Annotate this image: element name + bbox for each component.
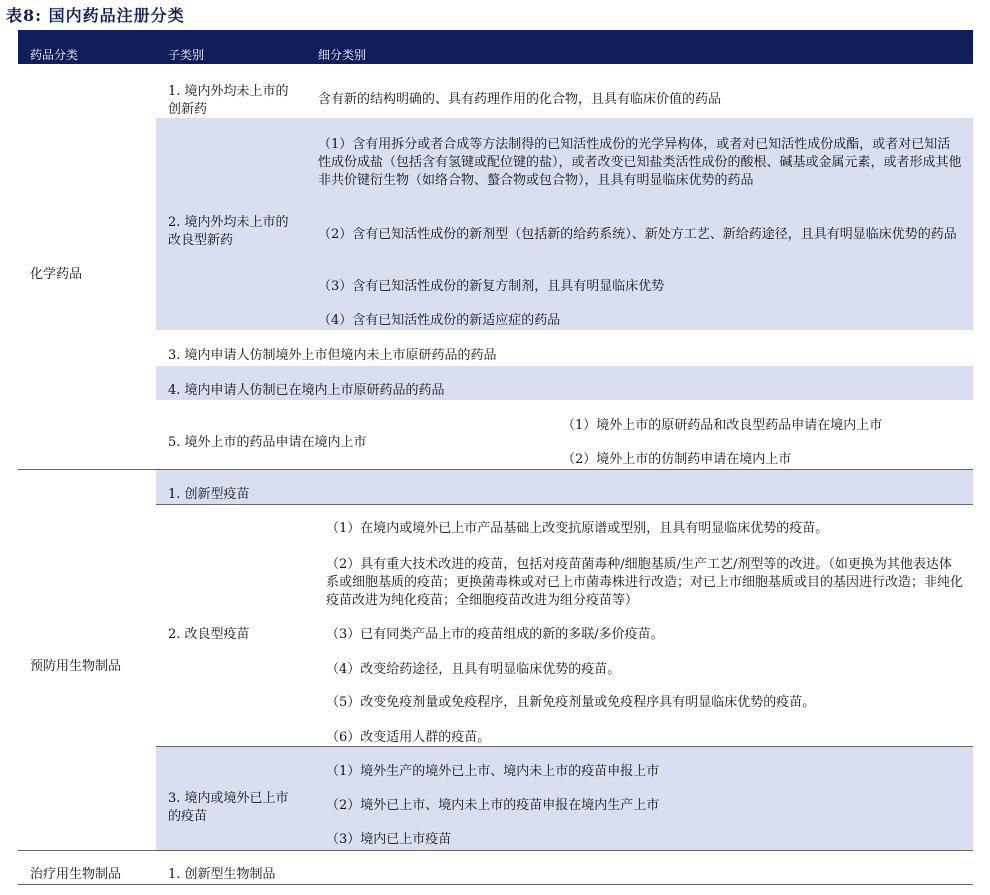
row-divider bbox=[156, 746, 973, 747]
subcategory-label: 5. 境外上市的药品申请在境内上市 bbox=[168, 435, 367, 450]
detail-text: （1）境外上市的原研药品和改良型药品申请在境内上市 bbox=[562, 418, 883, 433]
detail-text: （2）境外已上市、境内未上市的疫苗申报在境内生产上市 bbox=[326, 798, 660, 813]
subcategory-label: 1. 创新型生物制品 bbox=[168, 867, 276, 882]
detail-text: （2）含有已知活性成份的新剂型（包括新的给药系统）、新处方工艺、新给药途径，且具有明显临床优势的药品 bbox=[318, 227, 957, 242]
table-header bbox=[18, 30, 973, 64]
header-detail: 细分类别 bbox=[318, 48, 367, 62]
section-divider bbox=[18, 469, 973, 470]
table-title: 表8: 国内药品注册分类 bbox=[6, 6, 185, 25]
detail-text: （5）改变免疫剂量或免疫程序，且新免疫剂量或免疫程序具有明显临床优势的疫苗。 bbox=[326, 695, 816, 710]
category-chemical: 化学药品 bbox=[30, 267, 83, 282]
subcategory-label: 1. 创新型疫苗 bbox=[168, 487, 250, 502]
category-therapeutic: 治疗用生物制品 bbox=[30, 867, 122, 882]
row-band bbox=[156, 470, 973, 504]
detail-text: （3）已有同类产品上市的疫苗组成的新的多联/多价疫苗。 bbox=[326, 627, 664, 642]
subcategory-label: 2. 境内外均未上市的改良型新药 bbox=[168, 215, 289, 248]
detail-text: （4）改变给药途径，且具有明显临床优势的疫苗。 bbox=[326, 662, 621, 677]
detail-text: 含有新的结构明确的、具有药理作用的化合物，且具有临床价值的药品 bbox=[318, 92, 722, 107]
detail-text: （1）在境内或境外已上市产品基础上改变抗原谱或型别，且具有明显临床优势的疫苗。 bbox=[326, 521, 829, 536]
subcategory-label: 3. 境内申请人仿制境外上市但境内未上市原研药品的药品 bbox=[168, 348, 497, 363]
detail-text: （2）境外上市的仿制药申请在境内上市 bbox=[562, 452, 792, 467]
detail-text: （4）含有已知活性成份的新适应症的药品 bbox=[318, 313, 561, 328]
section-divider bbox=[18, 850, 973, 851]
header-category: 药品分类 bbox=[30, 48, 79, 62]
detail-text: （3）含有已知活性成份的新复方制剂，且具有明显临床优势 bbox=[318, 279, 665, 294]
header-subcategory: 子类别 bbox=[168, 48, 205, 62]
detail-text: （1）境外生产的境外已上市、境内未上市的疫苗申报上市 bbox=[326, 764, 660, 779]
subcategory-label: 1. 境内外均未上市的创新药 bbox=[168, 84, 289, 117]
detail-text: （3）境内已上市疫苗 bbox=[326, 832, 452, 847]
detail-text: （2）具有重大技术改进的疫苗，包括对疫苗菌毒种/细胞基质/生产工艺/剂型等的改进。（如更换为其他表达体系或细胞基质的疫苗；更换菌毒株或对已上市菌毒株进行改造；对已上市细胞基质或目的基因进行改造；非纯化疫苗改进为纯化疫苗；全细胞疫苗改进为组分疫苗等） bbox=[326, 557, 964, 608]
subcategory-label: 3. 境内或境外已上市的疫苗 bbox=[168, 791, 289, 824]
category-preventive: 预防用生物制品 bbox=[30, 659, 122, 674]
detail-text: （1）含有用拆分或者合成等方法制得的已知活性成份的光学异构体，或者对已知活性成份成酯，或者对已知活性成份成盐（包括含有氢键或配位键的盐），或者改变已知盐类活性成份的酸根、碱基或金属元素，或者形成其他非共价键衍生物（如络合物、螯合物或包合物），且具有明显临床优势的药品 bbox=[318, 137, 962, 188]
subcategory-label: 4. 境内申请人仿制已在境内上市原研药品的药品 bbox=[168, 383, 445, 398]
subcategory-label: 2. 改良型疫苗 bbox=[168, 627, 250, 642]
row-divider bbox=[156, 504, 973, 505]
detail-text: （6）改变适用人群的疫苗。 bbox=[326, 730, 491, 745]
table-bottom-rule bbox=[18, 884, 973, 885]
